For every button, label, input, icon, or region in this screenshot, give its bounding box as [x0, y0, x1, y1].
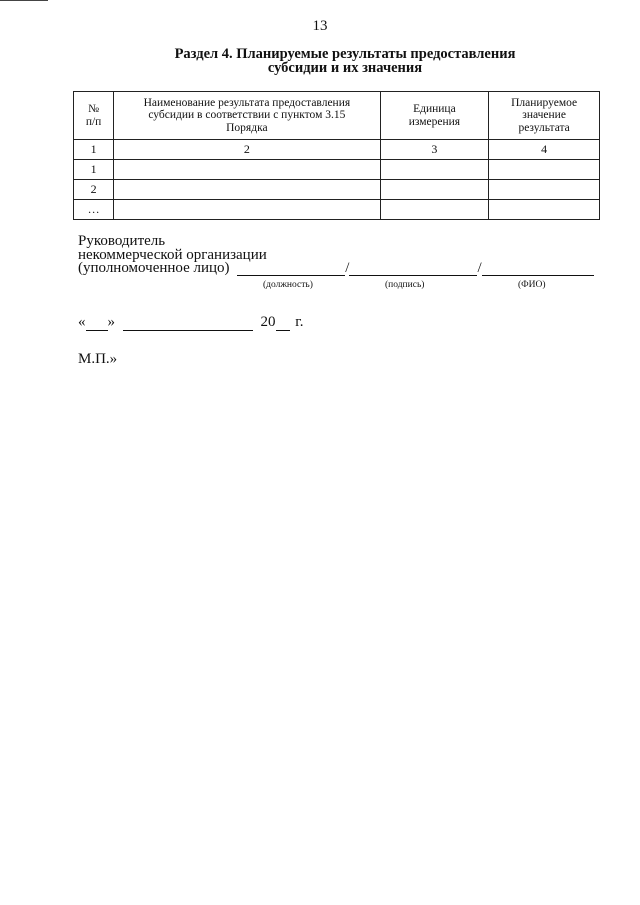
table-cell: …	[74, 200, 114, 220]
signature-separator: /	[345, 260, 350, 276]
day-field[interactable]	[86, 318, 108, 331]
header-planned-value: Планируемое значение результата	[489, 92, 600, 140]
position-field[interactable]	[237, 263, 345, 276]
table-header-row	[74, 92, 600, 140]
year-field[interactable]	[276, 318, 290, 331]
caption-position: (должность)	[263, 280, 313, 290]
caption-signature: (подпись)	[385, 280, 425, 290]
signature-line-2: некоммерческой организации	[78, 246, 267, 263]
table-row	[74, 160, 600, 180]
table-cell	[380, 200, 489, 220]
table-cell: 1	[74, 140, 114, 160]
stamp-place: М.П.»	[78, 351, 118, 367]
signature-field[interactable]	[349, 263, 477, 276]
signature-block	[78, 235, 608, 276]
full-name-field[interactable]	[482, 263, 594, 276]
table-cell	[114, 160, 380, 180]
table-row	[74, 200, 600, 220]
table-cell	[489, 180, 600, 200]
date-line	[78, 314, 303, 331]
table-cell	[114, 200, 380, 220]
table-cell: 1	[74, 160, 114, 180]
header-result-name: Наименование результата предоставления субсидии в соответствии с пунктом 3.15 Порядка	[114, 92, 380, 140]
results-table	[73, 91, 600, 220]
table-cell: 2	[114, 140, 380, 160]
table-cell	[489, 200, 600, 220]
table-row	[74, 180, 600, 200]
table-cell	[114, 180, 380, 200]
signature-line-3: (уполномоченное лицо)	[78, 260, 230, 276]
table-cell	[380, 180, 489, 200]
date-open-quote: «	[78, 314, 86, 330]
caption-name: (ФИО)	[518, 280, 546, 290]
table-cell: 4	[489, 140, 600, 160]
section-title-line-2: субсидии и их значения	[267, 60, 423, 76]
month-field[interactable]	[123, 318, 253, 331]
year-prefix: 20	[260, 314, 276, 330]
year-suffix: г.	[295, 314, 304, 330]
signature-line-1: Руководитель	[78, 233, 166, 249]
table-cell	[489, 160, 600, 180]
signature-row	[78, 262, 608, 276]
table-cell	[380, 160, 489, 180]
header-unit: Единица измерения	[380, 92, 489, 140]
date-close-quote: »	[107, 314, 115, 330]
numbering-row	[74, 140, 600, 160]
section-title	[120, 47, 570, 75]
section-title-line-1: Раздел 4. Планируемые результаты предоставления	[174, 46, 516, 62]
page-number: 13	[312, 18, 328, 34]
signature-separator: /	[477, 260, 482, 276]
table-cell: 3	[380, 140, 489, 160]
table-cell: 2	[74, 180, 114, 200]
corner-mark	[0, 0, 48, 1]
header-number: № п/п	[74, 92, 114, 140]
